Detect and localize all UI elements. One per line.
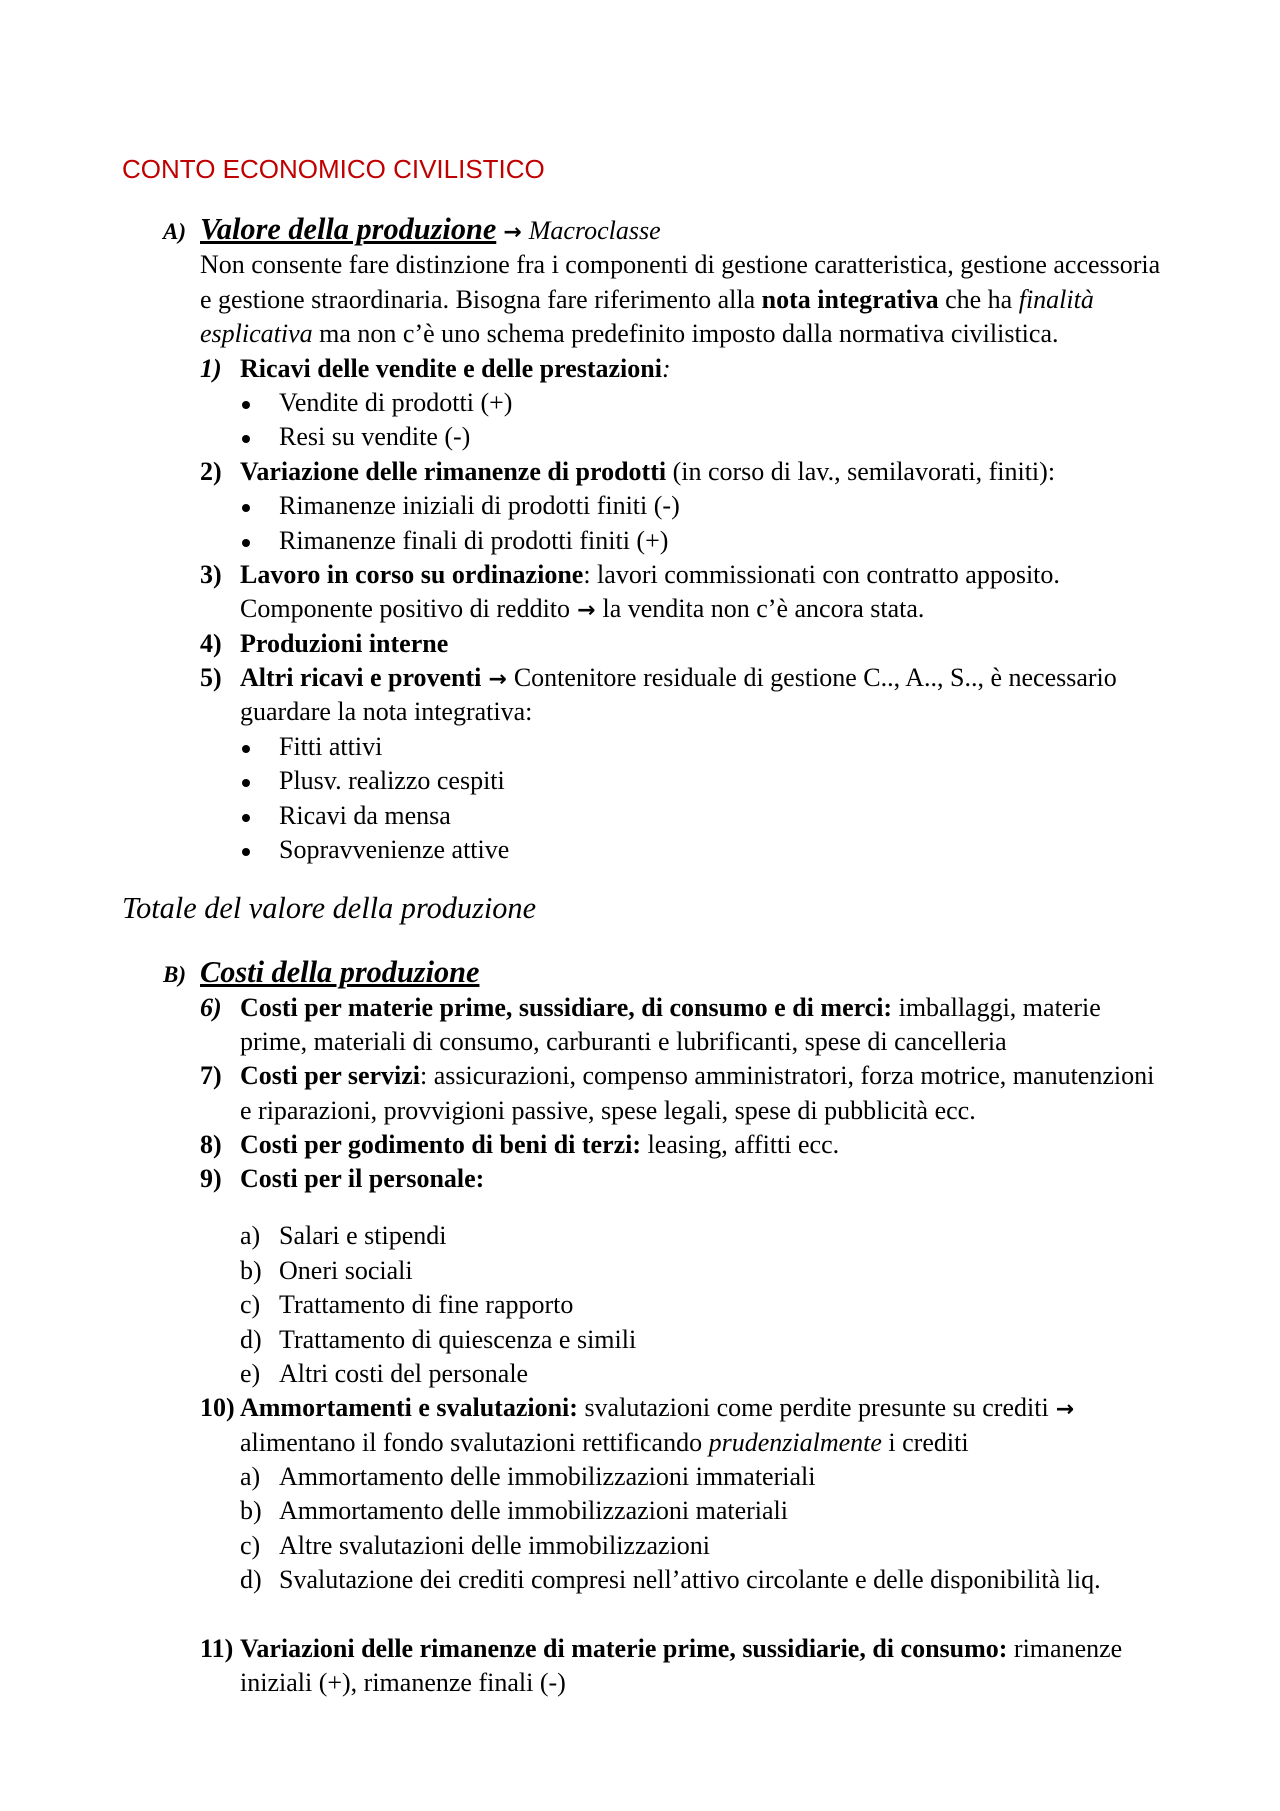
- arrow-icon: →: [577, 598, 596, 624]
- bullet-item: [0, 489, 1280, 523]
- item-label: Costi per servizi: [240, 1061, 421, 1091]
- bullet-item: [0, 730, 1280, 764]
- list-item: [0, 991, 1280, 1025]
- item-text: Contenitore residuale di gestione C.., A.., S.., è necessario: [513, 663, 1117, 693]
- sub-item-letter: d): [240, 1324, 262, 1354]
- intro-text: e gestione straordinaria. Bisogna fare riferimento alla: [200, 284, 762, 314]
- intro-line: [0, 283, 1280, 317]
- total-heading: Totale del valore della produzione: [122, 890, 537, 925]
- item-number: 2): [200, 456, 222, 486]
- section-b-heading: [0, 953, 1280, 991]
- item-number: 3): [200, 559, 222, 589]
- intro-italic-text: esplicativa: [200, 319, 313, 349]
- sub-item-letter: e): [240, 1358, 261, 1388]
- intro-bold-text: nota integrativa: [761, 284, 939, 314]
- item-text: : assicurazioni, compenso amministratori, forza motrice, manutenzioni: [420, 1061, 1155, 1091]
- section-a-heading: [0, 210, 1280, 248]
- sub-item: [0, 1563, 1280, 1597]
- bullet-item: [0, 799, 1280, 833]
- item-text: imballaggi, materie: [892, 992, 1101, 1022]
- list-item: [0, 352, 1280, 386]
- sub-item-letter: c): [240, 1530, 261, 1560]
- sub-item: [0, 1288, 1280, 1322]
- intro-text: ma non c’è uno schema predefinito imposto dalla normativa civilistica.: [312, 319, 1059, 349]
- arrow-icon: →: [488, 667, 507, 693]
- sub-item: [0, 1357, 1280, 1391]
- bullet-item: [0, 764, 1280, 798]
- item-text: la vendita non c’è ancora stata.: [602, 594, 925, 624]
- item-label: Lavoro in corso su ordinazione: [240, 559, 584, 589]
- intro-italic-text: finalità: [1018, 284, 1094, 314]
- item-continuation: [0, 592, 1280, 626]
- spacer: [0, 1598, 1280, 1632]
- bullet-text: Fitti attivi: [279, 731, 383, 761]
- item-label: Altri ricavi e proventi: [240, 663, 482, 693]
- bullet-text: Vendite di prodotti (+): [279, 387, 513, 417]
- bullet-text: Ricavi da mensa: [279, 800, 451, 830]
- sub-item-text: Svalutazione dei crediti compresi nell’attivo circolante e delle disponibilità liq.: [279, 1565, 1101, 1595]
- sub-item-text: Altre svalutazioni delle immobilizzazioni: [279, 1530, 711, 1560]
- list-item: [0, 1059, 1280, 1093]
- item-italic-text: prudenzialmente: [708, 1427, 882, 1457]
- bullet-icon: [242, 814, 250, 822]
- bullet-icon: [242, 745, 250, 753]
- sub-item-letter: b): [240, 1255, 262, 1285]
- sub-item: [0, 1494, 1280, 1528]
- item-number: 10): [200, 1393, 235, 1423]
- sub-item: [0, 1254, 1280, 1288]
- sub-item-text: Altri costi del personale: [279, 1358, 529, 1388]
- item-text: : lavori commissionati con contratto apposito.: [583, 559, 1060, 589]
- section-title: Costi della produzione: [200, 954, 480, 989]
- bullet-item: [0, 386, 1280, 420]
- section-letter: A): [163, 219, 186, 245]
- item-continuation: e riparazioni, provvigioni passive, spese legali, spese di pubblicità ecc.: [240, 1095, 976, 1125]
- item-label: Ammortamenti e svalutazioni:: [240, 1393, 578, 1423]
- list-item: [0, 1391, 1280, 1425]
- bullet-icon: [242, 779, 250, 787]
- list-item: [0, 661, 1280, 695]
- item-number: 5): [200, 663, 222, 693]
- sub-item-text: Ammortamento delle immobilizzazioni immateriali: [279, 1462, 816, 1492]
- item-label: Costi per godimento di beni di terzi:: [240, 1130, 642, 1160]
- intro-text: che ha: [938, 284, 1019, 314]
- intro-line: [0, 317, 1280, 351]
- sub-item-letter: a): [240, 1221, 261, 1251]
- item-label: Costi per il personale:: [240, 1164, 485, 1194]
- bullet-item: [0, 833, 1280, 867]
- section-a: [0, 210, 1280, 867]
- section-b: [0, 953, 1280, 1701]
- item-text: alimentano il fondo svalutazioni rettificando: [240, 1427, 709, 1457]
- list-item: [0, 455, 1280, 489]
- list-item: [0, 1632, 1280, 1666]
- item-number: 1): [200, 353, 222, 383]
- item-continuation: iniziali (+), rimanenze finali (-): [240, 1668, 566, 1698]
- item-continuation: prime, materiali di consumo, carburanti e lubrificanti, spese di cancelleria: [240, 1026, 1007, 1056]
- sub-item: [0, 1323, 1280, 1357]
- spacer: [0, 1197, 1280, 1220]
- item-number: 9): [200, 1164, 222, 1194]
- sub-item-letter: a): [240, 1462, 261, 1492]
- item-text: rimanenze: [1007, 1634, 1123, 1664]
- sub-item-letter: b): [240, 1496, 262, 1526]
- item-label-suffix: :: [661, 353, 671, 383]
- item-number: 7): [200, 1061, 222, 1091]
- item-continuation: guardare la nota integrativa:: [240, 697, 533, 727]
- section-title: Valore della produzione: [200, 212, 497, 247]
- item-number: 6): [200, 992, 222, 1022]
- arrow-icon: →: [503, 220, 522, 246]
- bullet-text: Rimanenze finali di prodotti finiti (+): [279, 525, 669, 555]
- bullet-icon: [242, 435, 250, 443]
- arrow-icon: →: [1055, 1397, 1075, 1423]
- sub-item-text: Ammortamento delle immobilizzazioni materiali: [279, 1496, 789, 1526]
- item-number: 8): [200, 1130, 222, 1160]
- item-text: Componente positivo di reddito: [240, 594, 571, 624]
- list-item: [0, 1128, 1280, 1162]
- item-number: 11): [200, 1634, 234, 1664]
- item-text: i crediti: [881, 1427, 969, 1457]
- sub-item-text: Trattamento di fine rapporto: [279, 1290, 574, 1320]
- item-number: 4): [200, 628, 222, 658]
- item-label: Ricavi delle vendite e delle prestazioni: [240, 353, 662, 383]
- list-item: [0, 1162, 1280, 1196]
- item-label: Produzioni interne: [240, 628, 449, 658]
- item-text: (in corso di lav., semilavorati, finiti):: [666, 456, 1056, 486]
- sub-item-text: Salari e stipendi: [279, 1221, 447, 1251]
- item-label: Variazioni delle rimanenze di materie prime, sussidiarie, di consumo:: [240, 1634, 1008, 1664]
- item-text: svalutazioni come perdite presunte su crediti: [577, 1393, 1049, 1423]
- bullet-icon: [242, 401, 250, 409]
- section-letter: B): [163, 961, 186, 987]
- bullet-icon: [242, 504, 250, 512]
- sub-item: [0, 1529, 1280, 1563]
- sub-item: [0, 1219, 1280, 1253]
- sub-item-text: Trattamento di quiescenza e simili: [279, 1324, 637, 1354]
- bullet-text: Resi su vendite (-): [279, 422, 471, 452]
- sub-item-text: Oneri sociali: [279, 1255, 413, 1285]
- bullet-item: [0, 420, 1280, 454]
- item-continuation: [0, 1426, 1280, 1460]
- document-title: CONTO ECONOMICO CIVILISTICO: [122, 154, 545, 184]
- list-item: [0, 627, 1280, 661]
- bullet-icon: [242, 848, 250, 856]
- sub-item-letter: d): [240, 1565, 262, 1595]
- intro-line: Non consente fare distinzione fra i componenti di gestione caratteristica, gestione accessoria: [200, 250, 1161, 280]
- bullet-text: Plusv. realizzo cespiti: [279, 766, 505, 796]
- item-label: Variazione delle rimanenze di prodotti: [240, 456, 667, 486]
- item-text: leasing, affitti ecc.: [641, 1130, 840, 1160]
- bullet-text: Sopravvenienze attive: [279, 835, 510, 865]
- sub-item: [0, 1460, 1280, 1494]
- item-label: Costi per materie prime, sussidiare, di consumo e di merci:: [240, 992, 893, 1022]
- bullet-text: Rimanenze iniziali di prodotti finiti (-): [279, 491, 680, 521]
- sub-item-letter: c): [240, 1290, 261, 1320]
- bullet-item: [0, 524, 1280, 558]
- section-note: Macroclasse: [528, 216, 661, 246]
- bullet-icon: [242, 539, 250, 547]
- list-item: [0, 558, 1280, 592]
